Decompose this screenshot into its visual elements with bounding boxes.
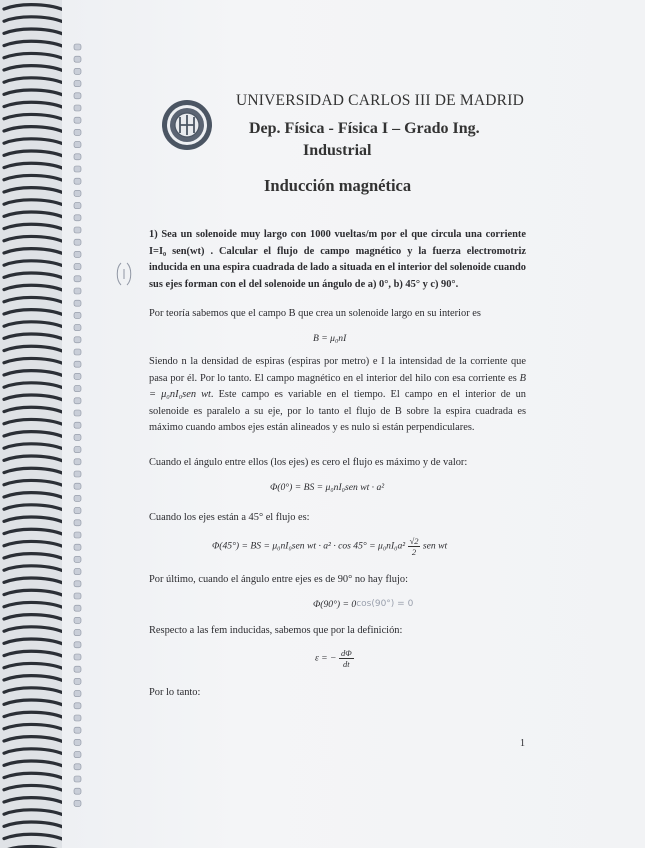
binding-hole xyxy=(74,251,81,257)
binding-hole xyxy=(74,398,81,404)
emf-definition-equation xyxy=(315,648,354,669)
binding-hole xyxy=(74,691,81,697)
binding-hole xyxy=(74,44,81,50)
binding-hole xyxy=(74,605,81,611)
binding-hole xyxy=(74,215,81,221)
binding-hole xyxy=(74,788,81,794)
binding-hole xyxy=(74,178,81,184)
angle-90-paragraph: Por último, cuando el ángulo entre ejes es de 90° no hay flujo: xyxy=(149,574,408,585)
binding-hole xyxy=(74,678,81,684)
binding-hole xyxy=(74,386,81,392)
binding-hole xyxy=(74,81,81,87)
theory-paragraph: Por teoría sabemos que el campo B que crea un solenoide largo en su interior es xyxy=(149,308,481,319)
university-name: UNIVERSIDAD CARLOS III DE MADRID xyxy=(236,92,524,109)
department-line: Dep. Física - Física I – Grado Ing. xyxy=(249,120,480,137)
angle-45-paragraph: Cuando los ejes están a 45° el flujo es: xyxy=(149,512,310,523)
pencil-annotation: cos(90°) = 0 xyxy=(356,599,414,609)
density-text-a: Siendo n la densidad de espiras (espiras por metro) e I la intensidad de la corriente que pasa por él. Por lo tanto. El campo magnético en el interior del hilo con esa corriente es xyxy=(149,356,526,384)
binding-hole xyxy=(74,288,81,294)
binding-hole xyxy=(74,642,81,648)
binding-hole xyxy=(74,447,81,453)
binding-hole xyxy=(74,544,81,550)
binding-hole xyxy=(74,361,81,367)
dphi-dt-fraction xyxy=(339,648,354,669)
flux-45-equation xyxy=(212,536,447,557)
emf-symbol: ε = − xyxy=(315,652,337,664)
binding-hole xyxy=(74,703,81,709)
equation-field: B = μ₀nI xyxy=(313,333,347,344)
page-title: Inducción magnética xyxy=(264,176,412,195)
zero-angle-paragraph: Cuando el ángulo entre ellos (los ejes) es cero el flujo es máximo y de valor: xyxy=(149,457,468,468)
binding-hole xyxy=(74,68,81,74)
binding-hole xyxy=(74,752,81,758)
university-logo-icon xyxy=(161,99,213,151)
binding-hole xyxy=(74,471,81,477)
binding-hole xyxy=(74,349,81,355)
binding-hole xyxy=(74,739,81,745)
problem-statement: 1) Sea un solenoide muy largo con 1000 vueltas/m por el que circula una corriente I=I₀ sen(wt) . Calcular el flujo de campo magnético y la fuerza electromotriz inducida en una espira cuadrada de lado a situada en el interior del solenoide cuando sus ejes forman con el del solenoide un ángulo de a) 0°, b) 45° y c) 90°. xyxy=(149,229,526,290)
binding-hole xyxy=(74,325,81,331)
binding-hole xyxy=(74,105,81,111)
flux-45-right: sen wt xyxy=(422,540,448,552)
binding-hole xyxy=(74,556,81,562)
fraction-denominator: dt xyxy=(342,659,350,669)
binding-hole xyxy=(74,593,81,599)
binding-hole xyxy=(74,56,81,62)
page-number: 1 xyxy=(520,738,525,749)
pencil-margin-mark xyxy=(113,260,135,288)
binding-holes xyxy=(72,30,86,820)
binding-hole xyxy=(74,434,81,440)
inline-field-equation: B = μ₀nI₀sen wt xyxy=(149,372,526,400)
binding-hole xyxy=(74,569,81,575)
density-text-b: . Este campo es variable en el tiempo. El campo en el interior de un solenoide es paralelo a su eje, por lo tanto el flujo de B sobre la espira cuadrada es máximo cuando ambos ejes están alineados y es nulo si están perpendiculares. xyxy=(149,389,526,433)
flux-90-value: Φ(90°) = 0 xyxy=(313,599,357,610)
binding-hole xyxy=(74,129,81,135)
binding-hole xyxy=(74,727,81,733)
binding-hole xyxy=(74,495,81,501)
binding-hole xyxy=(74,654,81,660)
fraction-numerator: √2 xyxy=(409,536,419,546)
fraction-numerator: dΦ xyxy=(340,648,352,658)
binding-hole xyxy=(74,373,81,379)
binding-hole xyxy=(74,483,81,489)
binding-hole xyxy=(74,508,81,514)
flux-45-left: Φ(45°) = BS = μ₀nI₀sen wt · a² · cos 45° = μ₀nI₀a² xyxy=(212,540,406,552)
binding-hole xyxy=(74,166,81,172)
binding-hole xyxy=(74,117,81,123)
binding-hole xyxy=(74,715,81,721)
binding-hole xyxy=(74,520,81,526)
binding-hole xyxy=(74,239,81,245)
binding-hole xyxy=(74,617,81,623)
conclusion-paragraph: Por lo tanto: xyxy=(149,687,201,698)
binding-hole xyxy=(74,764,81,770)
binding-hole xyxy=(74,93,81,99)
binding-hole xyxy=(74,630,81,636)
binding-hole xyxy=(74,154,81,160)
binding-hole xyxy=(74,203,81,209)
binding-hole xyxy=(74,276,81,282)
binding-hole xyxy=(74,264,81,270)
binding-hole xyxy=(74,190,81,196)
flux-90-equation xyxy=(313,599,414,610)
binding-hole xyxy=(74,459,81,465)
sqrt2-over-2-fraction xyxy=(408,536,421,557)
binding-hole xyxy=(74,142,81,148)
binding-hole xyxy=(74,410,81,416)
emf-paragraph: Respecto a las fem inducidas, sabemos que por la definición: xyxy=(149,625,403,636)
flux-0-equation: Φ(0°) = BS = μ₀nI₀sen wt · a² xyxy=(270,482,385,493)
density-paragraph xyxy=(149,354,526,437)
binding-hole xyxy=(74,300,81,306)
binding-hole xyxy=(74,422,81,428)
binding-hole xyxy=(74,337,81,343)
binding-hole xyxy=(74,312,81,318)
fraction-denominator: 2 xyxy=(411,547,417,557)
degree-line: Industrial xyxy=(303,142,372,159)
binding-hole xyxy=(74,581,81,587)
binding-hole xyxy=(74,776,81,782)
binding-hole xyxy=(74,532,81,538)
binding-hole xyxy=(74,800,81,806)
binding-hole xyxy=(74,227,81,233)
binding-hole xyxy=(74,666,81,672)
